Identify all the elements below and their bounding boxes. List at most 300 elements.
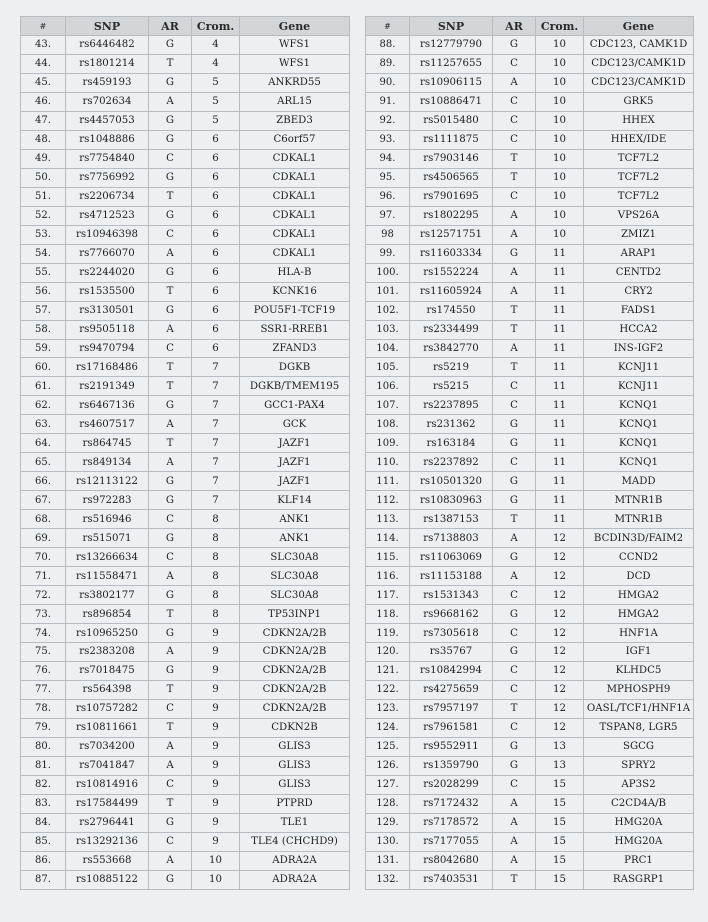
cell-number: 132. [366,870,410,889]
cell-snp: rs10886471 [410,92,493,111]
cell-ar: G [149,111,192,130]
table-row [366,605,694,624]
cell-snp: rs2334499 [410,320,493,339]
cell-number: 86. [21,851,66,870]
cell-gene: KCNJ11 [584,377,694,396]
cell-number: 84. [21,813,66,832]
cell-snp: rs5219 [410,358,493,377]
cell-snp: rs972283 [66,491,149,510]
cell-ar: T [493,510,536,529]
cell-ar: G [149,396,192,415]
cell-gene: CDKN2A/2B [240,643,350,662]
cell-number: 46. [21,92,66,111]
cell-number: 126. [366,756,410,775]
cell-number: 113. [366,510,410,529]
cell-number: 112. [366,491,410,510]
cell-snp: rs9552911 [410,737,493,756]
cell-gene: WFS1 [240,54,350,73]
cell-ar: C [493,624,536,643]
cell-ar: C [493,54,536,73]
cell-ar: T [149,680,192,699]
cell-chromosome: 7 [192,491,240,510]
cell-gene: TP53INP1 [240,605,350,624]
cell-ar: C [493,661,536,680]
cell-snp: rs4457053 [66,111,149,130]
cell-ar: A [149,415,192,434]
table-row [366,320,694,339]
cell-number: 83. [21,794,66,813]
cell-ar: C [149,832,192,851]
cell-ar: C [493,396,536,415]
cell-number: 124. [366,718,410,737]
cell-chromosome: 15 [536,832,584,851]
cell-chromosome: 11 [536,453,584,472]
cell-chromosome: 15 [536,870,584,889]
cell-snp: rs4712523 [66,206,149,225]
cell-ar: G [493,491,536,510]
cell-ar: G [149,624,192,643]
cell-number: 95. [366,168,410,187]
cell-chromosome: 11 [536,282,584,301]
cell-number: 127. [366,775,410,794]
cell-chromosome: 10 [536,187,584,206]
cell-gene: CDC123/CAMK1D [584,73,694,92]
cell-number: 92. [366,111,410,130]
cell-ar: C [149,699,192,718]
table-row [366,434,694,453]
cell-snp: rs1359790 [410,756,493,775]
cell-number: 69. [21,529,66,548]
table-row [21,415,350,434]
cell-ar: A [493,794,536,813]
cell-snp: rs3130501 [66,301,149,320]
cell-gene: C6orf57 [240,130,350,149]
cell-gene: CDKAL1 [240,168,350,187]
table-row [21,813,350,832]
cell-number: 56. [21,282,66,301]
cell-snp: rs12571751 [410,225,493,244]
cell-number: 114. [366,529,410,548]
table-row [21,206,350,225]
cell-ar: G [149,586,192,605]
cell-snp: rs7178572 [410,813,493,832]
cell-gene: VPS26A [584,206,694,225]
cell-chromosome: 12 [536,605,584,624]
cell-gene: HNF1A [584,624,694,643]
cell-gene: ADRA2A [240,851,350,870]
cell-snp: rs11605924 [410,282,493,301]
cell-chromosome: 11 [536,377,584,396]
cell-chromosome: 11 [536,320,584,339]
cell-number: 77. [21,680,66,699]
cell-chromosome: 11 [536,434,584,453]
cell-ar: A [493,851,536,870]
cell-snp: rs10965250 [66,624,149,643]
cell-snp: rs9668162 [410,605,493,624]
cell-chromosome: 10 [536,149,584,168]
cell-number: 48. [21,130,66,149]
cell-chromosome: 7 [192,415,240,434]
cell-gene: GLIS3 [240,775,350,794]
cell-ar: C [493,377,536,396]
cell-ar: G [493,36,536,55]
snp-table-right [365,16,694,890]
table-row [21,434,350,453]
cell-snp: rs8042680 [410,851,493,870]
cell-ar: C [149,775,192,794]
cell-gene: SLC30A8 [240,548,350,567]
cell-gene: GLIS3 [240,737,350,756]
cell-snp: rs7766070 [66,244,149,263]
table-row [21,699,350,718]
cell-number: 96. [366,187,410,206]
cell-chromosome: 13 [536,737,584,756]
cell-snp: rs3842770 [410,339,493,358]
cell-number: 73. [21,605,66,624]
table-row [21,567,350,586]
cell-snp: rs13292136 [66,832,149,851]
header-snp: SNP [410,17,493,36]
cell-ar: C [149,149,192,168]
cell-ar: G [149,529,192,548]
cell-snp: rs11153188 [410,567,493,586]
cell-chromosome: 6 [192,244,240,263]
cell-ar: A [149,737,192,756]
cell-number: 107. [366,396,410,415]
cell-gene: JAZF1 [240,453,350,472]
cell-snp: rs516946 [66,510,149,529]
cell-number: 89. [366,54,410,73]
cell-gene: WFS1 [240,36,350,55]
table-row [21,643,350,662]
table-row [366,548,694,567]
table-row [366,206,694,225]
cell-chromosome: 4 [192,54,240,73]
cell-ar: C [493,680,536,699]
cell-snp: rs163184 [410,434,493,453]
cell-chromosome: 12 [536,661,584,680]
table-row [21,548,350,567]
cell-snp: rs12779790 [410,36,493,55]
cell-ar: T [493,699,536,718]
cell-chromosome: 9 [192,643,240,662]
cell-chromosome: 11 [536,263,584,282]
cell-gene: CDKN2A/2B [240,624,350,643]
cell-number: 55. [21,263,66,282]
cell-snp: rs459193 [66,73,149,92]
cell-ar: G [493,244,536,263]
cell-chromosome: 9 [192,775,240,794]
table-row [366,36,694,55]
header-number: # [21,17,66,36]
cell-chromosome: 9 [192,699,240,718]
cell-snp: rs864745 [66,434,149,453]
cell-snp: rs6446482 [66,36,149,55]
cell-number: 105. [366,358,410,377]
cell-chromosome: 8 [192,529,240,548]
cell-gene: POU5F1-TCF19 [240,301,350,320]
cell-ar: C [493,130,536,149]
cell-number: 121. [366,661,410,680]
cell-gene: HMG20A [584,813,694,832]
table-row [366,794,694,813]
table-row [21,225,350,244]
cell-gene: ANK1 [240,510,350,529]
cell-number: 75. [21,643,66,662]
cell-chromosome: 12 [536,548,584,567]
cell-chromosome: 7 [192,396,240,415]
cell-snp: rs1531343 [410,586,493,605]
cell-snp: rs7041847 [66,756,149,775]
cell-number: 71. [21,567,66,586]
table-row [21,775,350,794]
cell-snp: rs10814916 [66,775,149,794]
cell-chromosome: 9 [192,813,240,832]
cell-snp: rs12113122 [66,472,149,491]
cell-gene: AP3S2 [584,775,694,794]
cell-snp: rs11063069 [410,548,493,567]
cell-snp: rs174550 [410,301,493,320]
table-row [366,73,694,92]
cell-chromosome: 11 [536,244,584,263]
cell-ar: T [149,54,192,73]
cell-number: 115. [366,548,410,567]
cell-gene: ANK1 [240,529,350,548]
table-row [366,813,694,832]
cell-chromosome: 11 [536,358,584,377]
cell-gene: CDKN2A/2B [240,699,350,718]
cell-snp: rs231362 [410,415,493,434]
cell-number: 93. [366,130,410,149]
cell-snp: rs9470794 [66,339,149,358]
cell-gene: ZBED3 [240,111,350,130]
cell-gene: ARAP1 [584,244,694,263]
cell-ar: G [149,73,192,92]
cell-gene: HMG20A [584,832,694,851]
cell-number: 51. [21,187,66,206]
cell-gene: TLE1 [240,813,350,832]
cell-snp: rs2028299 [410,775,493,794]
cell-gene: OASL/TCF1/HNF1A [584,699,694,718]
cell-snp: rs7957197 [410,699,493,718]
table-row [366,301,694,320]
cell-gene: DGKB/TMEM195 [240,377,350,396]
cell-snp: rs10906115 [410,73,493,92]
cell-chromosome: 6 [192,339,240,358]
table-row [366,775,694,794]
cell-gene: CENTD2 [584,263,694,282]
cell-snp: rs35767 [410,643,493,662]
table-body-right [366,36,694,890]
table-row [366,339,694,358]
cell-chromosome: 6 [192,301,240,320]
cell-number: 43. [21,36,66,55]
cell-ar: T [493,168,536,187]
cell-snp: rs702634 [66,92,149,111]
cell-ar: T [149,718,192,737]
cell-ar: G [149,206,192,225]
table-row [366,567,694,586]
table-row [21,718,350,737]
cell-chromosome: 10 [536,168,584,187]
cell-chromosome: 7 [192,358,240,377]
cell-number: 85. [21,832,66,851]
table-row [21,377,350,396]
table-row [21,453,350,472]
cell-gene: BCDIN3D/FAIM2 [584,529,694,548]
cell-number: 67. [21,491,66,510]
table-row [21,529,350,548]
cell-number: 61. [21,377,66,396]
cell-gene: CDKN2B [240,718,350,737]
cell-gene: JAZF1 [240,472,350,491]
table-header-row [21,17,350,36]
cell-snp: rs4607517 [66,415,149,434]
cell-snp: rs7901695 [410,187,493,206]
cell-number: 125. [366,737,410,756]
cell-number: 119. [366,624,410,643]
cell-gene: FADS1 [584,301,694,320]
cell-ar: G [493,737,536,756]
cell-ar: G [493,756,536,775]
cell-snp: rs10501320 [410,472,493,491]
cell-chromosome: 9 [192,661,240,680]
snp-table-left [20,16,350,890]
cell-gene: KCNK16 [240,282,350,301]
cell-number: 52. [21,206,66,225]
cell-snp: rs1552224 [410,263,493,282]
cell-gene: GCK [240,415,350,434]
cell-chromosome: 12 [536,699,584,718]
cell-snp: rs1048886 [66,130,149,149]
cell-number: 130. [366,832,410,851]
cell-chromosome: 6 [192,168,240,187]
cell-ar: G [149,301,192,320]
table-row [21,282,350,301]
cell-chromosome: 8 [192,586,240,605]
table-row [366,661,694,680]
cell-gene: RASGRP1 [584,870,694,889]
cell-chromosome: 11 [536,472,584,491]
cell-number: 66. [21,472,66,491]
cell-chromosome: 12 [536,529,584,548]
cell-ar: G [493,434,536,453]
cell-snp: rs1801214 [66,54,149,73]
cell-ar: T [493,301,536,320]
table-row [21,737,350,756]
cell-gene: TCF7L2 [584,187,694,206]
cell-ar: A [493,813,536,832]
cell-chromosome: 11 [536,301,584,320]
table-row [21,358,350,377]
table-row [21,396,350,415]
cell-gene: ANKRD55 [240,73,350,92]
cell-gene: TCF7L2 [584,149,694,168]
cell-gene: KCNQ1 [584,434,694,453]
cell-chromosome: 7 [192,472,240,491]
cell-number: 118. [366,605,410,624]
cell-chromosome: 6 [192,263,240,282]
table-row [21,92,350,111]
table-row [366,282,694,301]
cell-chromosome: 8 [192,605,240,624]
cell-gene: KCNQ1 [584,453,694,472]
cell-snp: rs2237895 [410,396,493,415]
cell-gene: HHEX [584,111,694,130]
cell-gene: CDKN2A/2B [240,661,350,680]
cell-snp: rs10842994 [410,661,493,680]
cell-gene: KCNQ1 [584,415,694,434]
cell-gene: CDKN2A/2B [240,680,350,699]
header-gene: Gene [240,17,350,36]
cell-snp: rs2796441 [66,813,149,832]
cell-snp: rs553668 [66,851,149,870]
cell-number: 102. [366,301,410,320]
table-row [366,510,694,529]
cell-number: 53. [21,225,66,244]
cell-number: 60. [21,358,66,377]
cell-chromosome: 10 [536,206,584,225]
table-row [21,605,350,624]
cell-ar: C [493,453,536,472]
cell-snp: rs849134 [66,453,149,472]
table-body-left [21,36,350,890]
cell-snp: rs1111875 [410,130,493,149]
header-gene: Gene [584,17,694,36]
cell-chromosome: 12 [536,567,584,586]
cell-number: 99. [366,244,410,263]
cell-number: 91. [366,92,410,111]
cell-ar: A [149,453,192,472]
table-row [21,111,350,130]
cell-gene: ADRA2A [240,870,350,889]
cell-snp: rs10830963 [410,491,493,510]
cell-number: 109. [366,434,410,453]
table-row [366,168,694,187]
cell-chromosome: 10 [536,36,584,55]
cell-ar: T [149,282,192,301]
cell-chromosome: 9 [192,624,240,643]
table-row [21,168,350,187]
cell-number: 72. [21,586,66,605]
cell-ar: G [149,472,192,491]
cell-snp: rs7756992 [66,168,149,187]
cell-gene: SLC30A8 [240,586,350,605]
cell-number: 62. [21,396,66,415]
cell-ar: T [493,149,536,168]
table-row [366,377,694,396]
cell-number: 120. [366,643,410,662]
cell-number: 78. [21,699,66,718]
table-row [21,756,350,775]
cell-chromosome: 11 [536,339,584,358]
table-row [366,111,694,130]
cell-chromosome: 7 [192,453,240,472]
cell-gene: MTNR1B [584,510,694,529]
cell-number: 128. [366,794,410,813]
cell-ar: A [149,643,192,662]
cell-snp: rs13266634 [66,548,149,567]
cell-gene: CDKAL1 [240,206,350,225]
table-row [366,491,694,510]
cell-snp: rs10811661 [66,718,149,737]
cell-gene: SLC30A8 [240,567,350,586]
header-chromosome: Crom. [192,17,240,36]
cell-ar: C [149,225,192,244]
cell-gene: ZMIZ1 [584,225,694,244]
cell-gene: PRC1 [584,851,694,870]
table-row [366,624,694,643]
